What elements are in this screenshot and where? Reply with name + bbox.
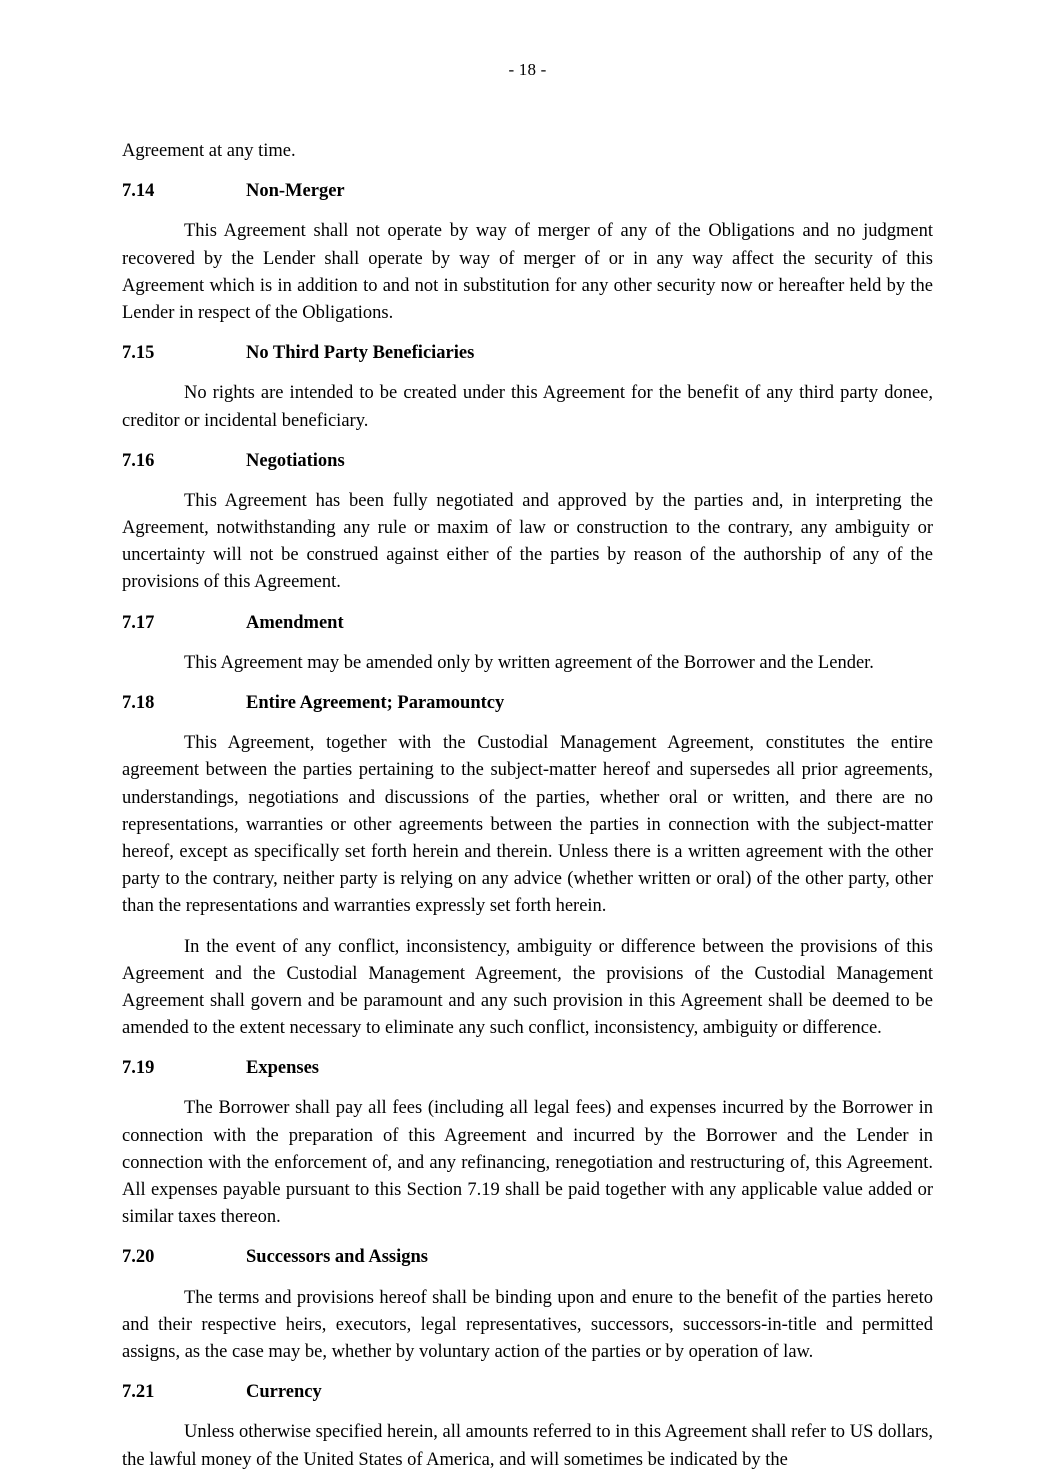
section-number: 7.17 [122,612,155,633]
section-number: 7.18 [122,693,155,713]
section-number: 7.16 [122,450,155,471]
section-paragraph: No rights are intended to be created under this Agreement for the benefit of any third party donee, creditor or incidental beneficiary. [122,383,933,431]
section-title: Successors and Assigns [246,1247,428,1268]
section-heading-7-15 [122,340,933,367]
section-paragraph: Unless otherwise specified herein, all amounts referred to in this Agreement shall refer to US dollars, the lawful money of the United States of America, and will sometimes be indicated by the [122,1422,933,1470]
section-title: No Third Party Beneficiaries [246,343,475,364]
section-heading-7-18 [122,690,933,717]
section-heading-7-19 [122,1055,933,1082]
section-paragraph: In the event of any conflict, inconsistency, ambiguity or difference between the provisions of this Agreement and the Custodial Management Agreement, the provisions of the Custodial Management Agreement shall govern and be paramount and any such provision in this Agreement shall be deemed to be amended to the extent necessary to eliminate any such conflict, inconsistency, ambiguity or difference. [122,936,933,1039]
section-heading-7-17 [122,610,933,637]
section-number: 7.20 [122,1247,155,1268]
section-heading-7-20 [122,1244,933,1271]
section-heading-7-21 [122,1379,933,1406]
section-title: Expenses [246,1058,319,1079]
section-paragraph: The Borrower shall pay all fees (including all legal fees) and expenses incurred by the Borrower in connection with the preparation of this Agreement and incurred by the Borrower and the Lender in connection with the enforcement of, and any refinancing, renegotiation and restructuring of, this Agreement. All expenses payable pursuant to this Section 7.19 shall be paid together with any applicable value added or similar taxes thereon. [122,1098,933,1228]
section-title: Currency [246,1382,322,1403]
section-title: Non-Merger [246,181,345,202]
section-paragraph: This Agreement, together with the Custodial Management Agreement, constitutes the entire agreement between the parties pertaining to the subject-matter hereof and supersedes all prior agreements, understandings, negotiations and discussions of the parties, whether oral or written, and there are no representations, warranties or other agreements between the parties in connection with the subject-matter hereof, except as specifically set forth herein and therein. Unless there is a written agreement with the other party to the contrary, neither party is relying on any advice (whether written or oral) of the other party, other than the representations and warranties expressly set forth herein. [122,733,933,917]
section-paragraph: This Agreement may be amended only by written agreement of the Borrower and the Lender. [184,652,874,673]
section-title: Entire Agreement; Paramountcy [246,693,505,713]
section-number: 7.14 [122,181,155,202]
page-number: - 18 - [508,60,547,79]
section-paragraph: The terms and provisions hereof shall be binding upon and enure to the benefit of the parties hereto and their respective heirs, executors, legal representatives, successors, successors-in-title and permitted assigns, as the case may be, whether by voluntary action of the parties or by operation of law. [122,1287,933,1362]
section-paragraph: This Agreement has been fully negotiated and approved by the parties and, in interpreting the Agreement, notwithstanding any rule or maxim of law or construction to the contrary, any ambiguity or uncertainty will not be construed against either of the parties by reason of the authorship of any of the provisions of this Agreement. [122,490,933,593]
section-title: Negotiations [246,450,345,471]
intro-paragraph: Agreement at any time. [122,141,296,161]
section-heading-7-16 [122,448,933,475]
section-number: 7.15 [122,343,155,364]
section-heading-7-14 [122,178,933,205]
section-number: 7.21 [122,1382,155,1403]
section-number: 7.19 [122,1058,155,1079]
section-title: Amendment [246,612,344,633]
section-paragraph: This Agreement shall not operate by way of merger of any of the Obligations and no judgment recovered by the Lender shall operate by way of merger of or in any way affect the security of this Agreement which is in addition to and not in substitution for any other security now or hereafter held by the Lender in respect of the Obligations. [122,221,933,323]
